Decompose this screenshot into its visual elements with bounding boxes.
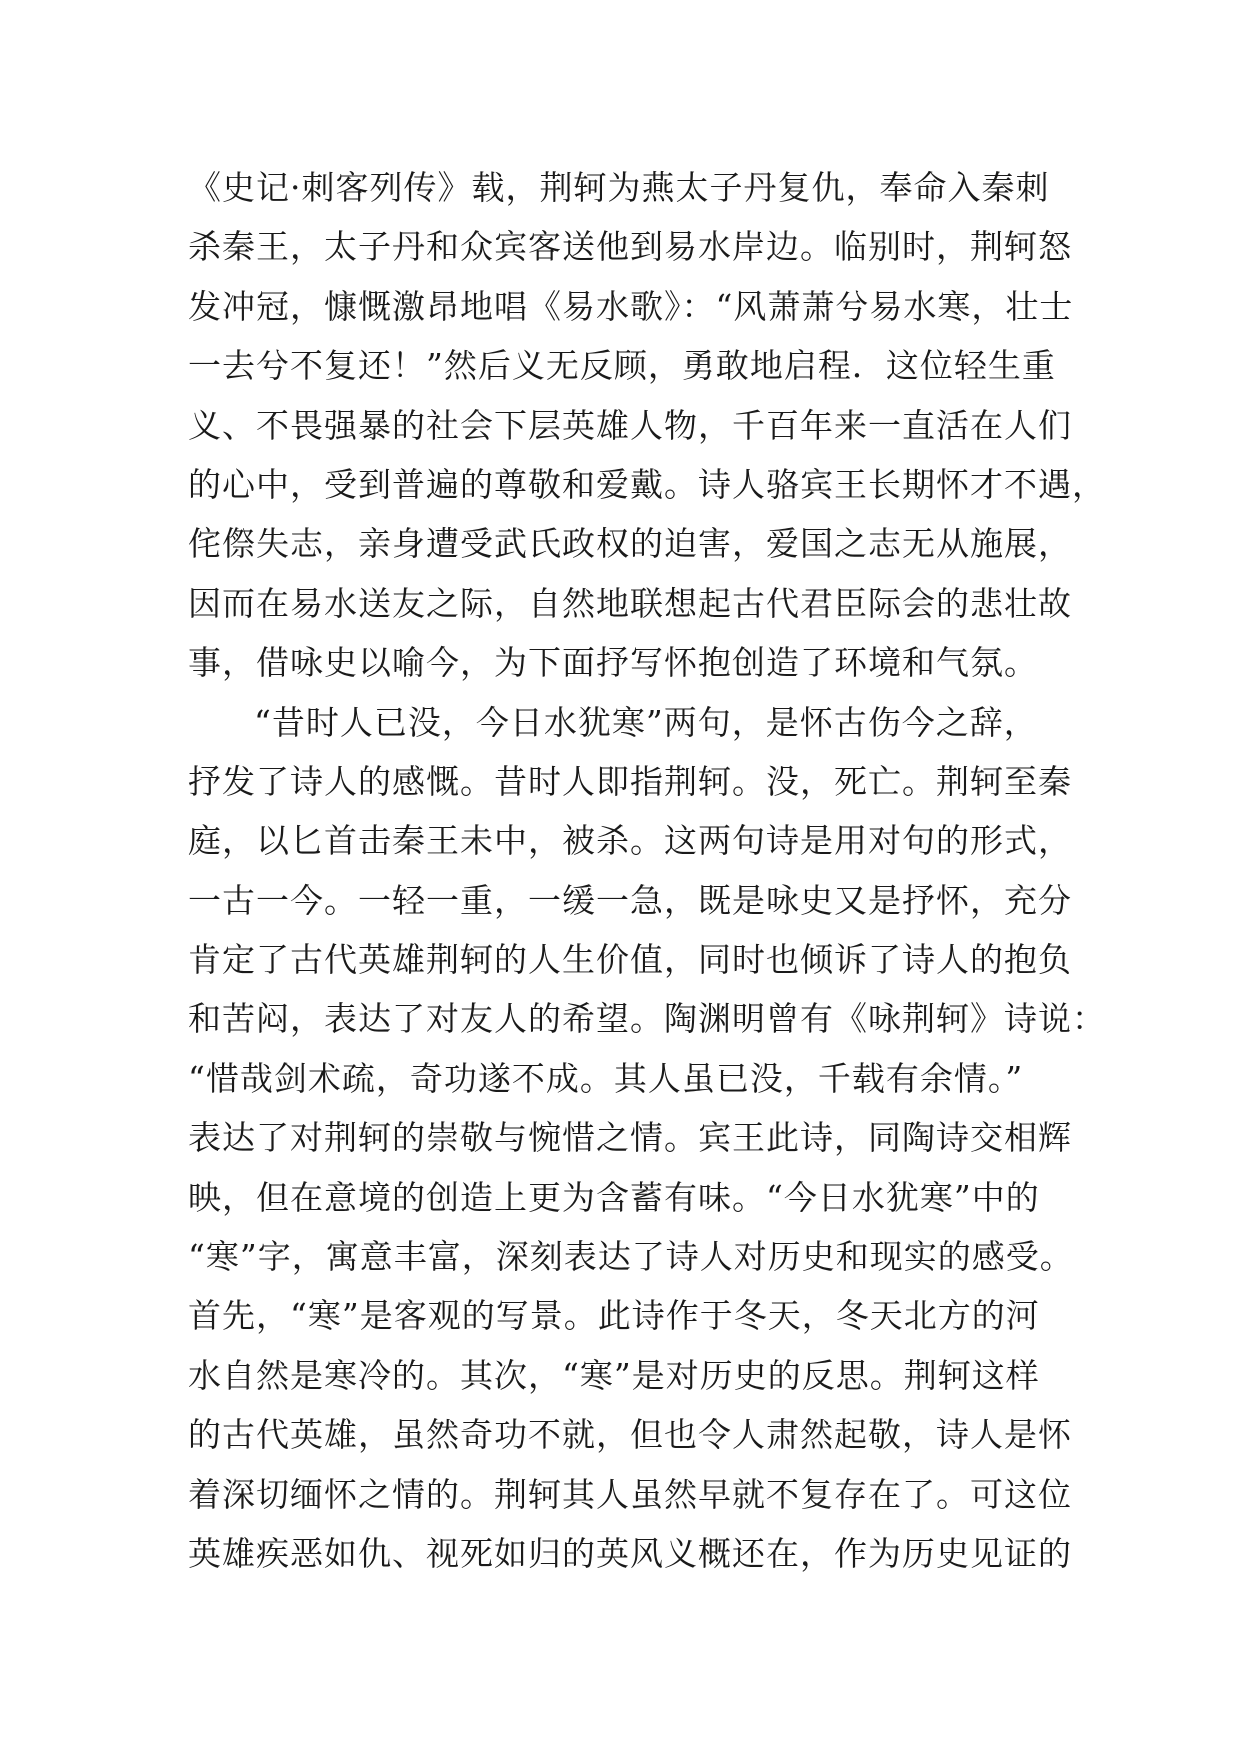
text-line: “惜哉剑术疏，奇功遂不成。其人虽已没，千载有余情。” (188, 1058, 1024, 1098)
text-line: 抒发了诗人的感慨。昔时人即指荆轲。没，死亡。荆轲至秦 (188, 761, 1072, 801)
body-text (188, 158, 1106, 1583)
text-line: 肯定了古代英雄荆轲的人生价值，同时也倾诉了诗人的抱负 (188, 940, 1072, 980)
text-line: 因而在易水送友之际，自然地联想起古代君臣际会的悲壮故 (188, 583, 1072, 623)
text-line: 映，但在意境的创造上更为含蓄有味。“今日水犹寒”中的 (188, 1177, 1040, 1217)
text-line: “寒”字，寓意丰富，深刻表达了诗人对历史和现实的感受。 (188, 1237, 1074, 1277)
text-line: 事，借咏史以喻今，为下面抒写怀抱创造了环境和气氛。 (188, 643, 1038, 683)
text-line: 和苦闷，表达了对友人的希望。陶渊明曾有《咏荆轲》诗说： (188, 999, 1106, 1039)
text-line: 义、不畏强暴的社会下层英雄人物，千百年来一直活在人们 (188, 405, 1072, 445)
text-line: 的心中，受到普遍的尊敬和爱戴。诗人骆宾王长期怀才不遇， (188, 464, 1106, 504)
text-line: 一古一今。一轻一重，一缓一急，既是咏史又是抒怀，充分 (188, 880, 1072, 920)
text-line: 水自然是寒冷的。其次，“寒”是对历史的反思。荆轲这样 (188, 1355, 1040, 1395)
text-line: 庭，以匕首击秦王未中，被杀。这两句诗是用对句的形式， (188, 821, 1072, 861)
text-line: 一去兮不复还！”然后义无反顾，勇敢地启程．这位轻生重 (188, 346, 1056, 386)
text-line: 英雄疾恶如仇、视死如归的英风义概还在，作为历史见证的 (188, 1533, 1072, 1573)
text-line: 《史记·刺客列传》载，荆轲为燕太子丹复仇，奉命入秦刺 (188, 168, 1050, 207)
text-line: 的古代英雄，虽然奇功不就，但也令人肃然起敬，诗人是怀 (188, 1415, 1072, 1455)
text-line: 侘傺失志，亲身遭受武氏政权的迫害，爱国之志无从施展， (188, 524, 1072, 564)
paragraph-start-line: “昔时人已没，今日水犹寒”两句，是怀古伤今之辞， (254, 702, 1038, 742)
text-line: 着深切缅怀之情的。荆轲其人虽然早就不复存在了。可这位 (188, 1474, 1072, 1514)
text-line: 表达了对荆轲的崇敬与惋惜之情。宾王此诗，同陶诗交相辉 (188, 1118, 1072, 1158)
text-line: 首先，“寒”是客观的写景。此诗作于冬天，冬天北方的河 (188, 1296, 1040, 1336)
text-line: 发冲冠，慷慨激昂地唱《易水歌》：“风萧萧兮易水寒，壮士 (188, 286, 1074, 326)
text-line: 杀秦王，太子丹和众宾客送他到易水岸边。临别时，荆轲怒 (188, 227, 1072, 267)
